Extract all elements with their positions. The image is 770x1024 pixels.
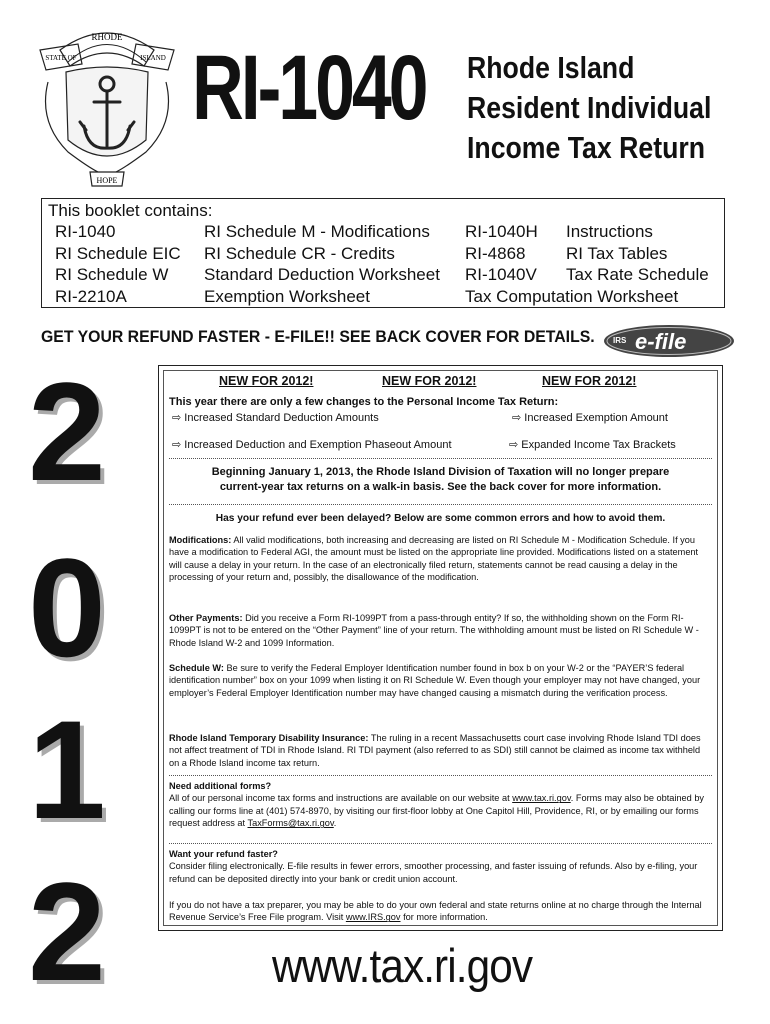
- change-item: [509, 438, 676, 451]
- forms-section: Need additional forms? All of our personal income tax forms and instructions are available on our website at www.tax.ri.gov. Forms may also be obtained by calling our forms line at (401) 574-8970, by visiting our first-floor lobby at One Capitol Hill, Providence, RI, or by emailing our forms request address at TaxForms@tax.ri.gov.: [169, 781, 705, 829]
- efile-logo-text: e-file: [635, 329, 687, 354]
- section-text: for more information.: [403, 912, 488, 923]
- section-text: All of our personal income tax forms and instructions are available on our website at: [169, 793, 510, 804]
- seal-top-text: RHODE: [91, 32, 123, 42]
- refund-section: [169, 848, 712, 885]
- section-text: If you do not have a tax preparer, you may be able to do your own federal and state returns online at no charge through the Internal Revenue Service’s Free File program. Visit: [169, 900, 702, 923]
- section-text: Forms may also be obtained by calling our forms line at (401) 574-8970, by visiting our first-floor lobby at One Capitol Hill, Providence, RI, or by emailing our forms request address at: [169, 793, 705, 829]
- section-title: Schedule W:: [169, 663, 224, 673]
- booklet-item: RI Schedule W: [55, 265, 169, 284]
- section-text: Be sure to verify the Federal Employer Identification number found in box b on your W-2 or the “PAYER’S federal identification number” box on your 1099 when listing it on RI Schedule W. Even though your employer may not have changed, your employer’s Federal Employer Identification number may have changed causing a mismatch during the verification process.: [169, 663, 701, 698]
- modifications-section: [169, 534, 712, 584]
- website-footer[interactable]: www.tax.ri.gov: [272, 939, 533, 992]
- irs-link[interactable]: www.IRS.gov: [345, 912, 401, 923]
- new-for-2012-box: [158, 365, 723, 931]
- title-line-1: Rhode Island: [467, 50, 635, 85]
- walk-in-announcement: [169, 465, 712, 495]
- divider: [169, 775, 712, 776]
- change-item: [172, 438, 452, 451]
- year-digit: 2: [28, 353, 106, 510]
- change-text: Expanded Income Tax Brackets: [521, 439, 676, 451]
- section-text: The ruling in a recent Massachusetts court case involving Rhode Island TDI does not affect treatment of TDI in Rhode Island. RI TDI payment (also referred to as SDI) still cannot be claimed as income tax withheld on a Rhode Island income tax return.: [169, 733, 701, 768]
- booklet-item: Instructions: [566, 222, 653, 241]
- new-for-heading: NEW FOR 2012!: [382, 374, 477, 388]
- booklet-item: RI-2210A: [55, 286, 127, 306]
- booklet-item: RI Schedule M - Modifications: [204, 222, 430, 241]
- change-item: [512, 411, 668, 424]
- booklet-contents-box: [41, 198, 725, 308]
- schedule-w-section: [169, 662, 712, 699]
- title-line-2: Resident Individual: [467, 90, 712, 125]
- divider: [169, 458, 712, 459]
- section-text: All valid modifications, both increasing and decreasing are listed on RI Schedule M - Modification Schedule. If you have a modification to Federal AGI, the amount must be listed on the appropriate line provided. Modifications listed on a statement will cause a delay in your return. In the case of an electronically filed return, statements cannot be read causing a delay in the processing of your return and, possibly, the disallowance of the modification.: [169, 535, 699, 583]
- other-payments-section: [169, 612, 712, 649]
- section-text: Did you receive a Form RI-1099PT from a pass-through entity? If so, the withholding shown on the Form RI-1099PT is not to be entered on the “Other Payment” line of your return. The withholding amount must be listed on RI Schedule W - Rhode Island W-2 and 1099 Information.: [169, 613, 699, 648]
- arrow-icon: ⇨: [172, 439, 182, 451]
- booklet-item: Exemption Worksheet: [204, 286, 370, 306]
- free-file-section: [169, 899, 712, 924]
- year-digit: 0: [28, 529, 106, 686]
- changes-header: This year there are only a few changes to the Personal Income Tax Return:: [169, 396, 559, 408]
- section-title: Rhode Island Temporary Disability Insurance:: [169, 733, 369, 743]
- seal-bottom-text: HOPE: [96, 176, 118, 185]
- efile-logo-irs: IRS: [613, 336, 627, 345]
- section-title: Want your refund faster?: [169, 849, 278, 859]
- title-line-3: Income Tax Return: [467, 130, 706, 165]
- section-text: Consider filing electronically. E-file results in fewer errors, smoother processing, and faster issuing of refunds. Also by e-filing, your refund can be deposited directly into your bank or credit union account.: [169, 861, 698, 884]
- new-for-heading: NEW FOR 2012!: [219, 374, 314, 388]
- seal-right-text: ISLAND: [140, 54, 166, 62]
- arrow-icon: ⇨: [512, 412, 522, 424]
- new-for-heading: NEW FOR 2012!: [542, 374, 637, 388]
- booklet-item: RI-4868: [465, 243, 526, 263]
- booklet-item: RI-1040: [55, 222, 116, 241]
- booklet-item: Tax Rate Schedule: [566, 265, 709, 284]
- section-title: Modifications:: [169, 535, 232, 545]
- booklet-col-2: [204, 221, 440, 307]
- announce-line: current-year tax returns on a walk-in basis. See the back cover for more information.: [219, 481, 662, 493]
- booklet-col-1: [55, 221, 181, 307]
- form-number: RI-1040: [192, 37, 426, 139]
- arrow-icon: ⇨: [172, 412, 182, 424]
- form-title: [467, 48, 751, 168]
- tdi-section: [169, 732, 712, 769]
- seal-left-text: STATE OF: [45, 54, 77, 62]
- change-text: Increased Exemption Amount: [524, 412, 668, 424]
- booklet-item: RI-1040V: [465, 265, 537, 284]
- divider: [169, 843, 712, 844]
- new-for-2012-inner: [163, 370, 718, 926]
- delay-question: Has your refund ever been delayed? Below are some common errors and how to avoid them.: [215, 513, 666, 524]
- year-digit: 1: [28, 691, 106, 848]
- change-text: Increased Deduction and Exemption Phaseout Amount: [184, 439, 452, 451]
- booklet-item: RI Tax Tables: [566, 243, 668, 263]
- booklet-item: Standard Deduction Worksheet: [204, 265, 440, 284]
- email-link[interactable]: TaxForms@tax.ri.gov: [247, 818, 334, 829]
- arrow-icon: ⇨: [509, 439, 519, 451]
- efile-banner: GET YOUR REFUND FASTER - E-FILE!! SEE BACK COVER FOR DETAILS.: [41, 327, 595, 346]
- announce-line: Beginning January 1, 2013, the Rhode Island Division of Taxation will no longer prepare: [211, 466, 670, 478]
- section-title: Other Payments:: [169, 613, 243, 623]
- state-seal-logo: [38, 22, 176, 192]
- booklet-item: RI Schedule CR - Credits: [204, 243, 395, 263]
- year-digit: 2: [28, 853, 106, 1010]
- irs-efile-logo: [603, 324, 735, 358]
- booklet-heading: This booklet contains:: [48, 201, 213, 220]
- booklet-item: Tax Computation Worksheet: [465, 286, 679, 306]
- divider: [169, 504, 712, 505]
- section-title: Need additional forms?: [169, 781, 272, 791]
- change-text: Increased Standard Deduction Amounts: [184, 412, 379, 424]
- change-item: [172, 411, 379, 424]
- booklet-col-4: [566, 221, 709, 286]
- booklet-item: RI Schedule EIC: [55, 243, 181, 263]
- website-link[interactable]: www.tax.ri.gov: [512, 793, 571, 804]
- booklet-item: RI-1040H: [465, 222, 538, 241]
